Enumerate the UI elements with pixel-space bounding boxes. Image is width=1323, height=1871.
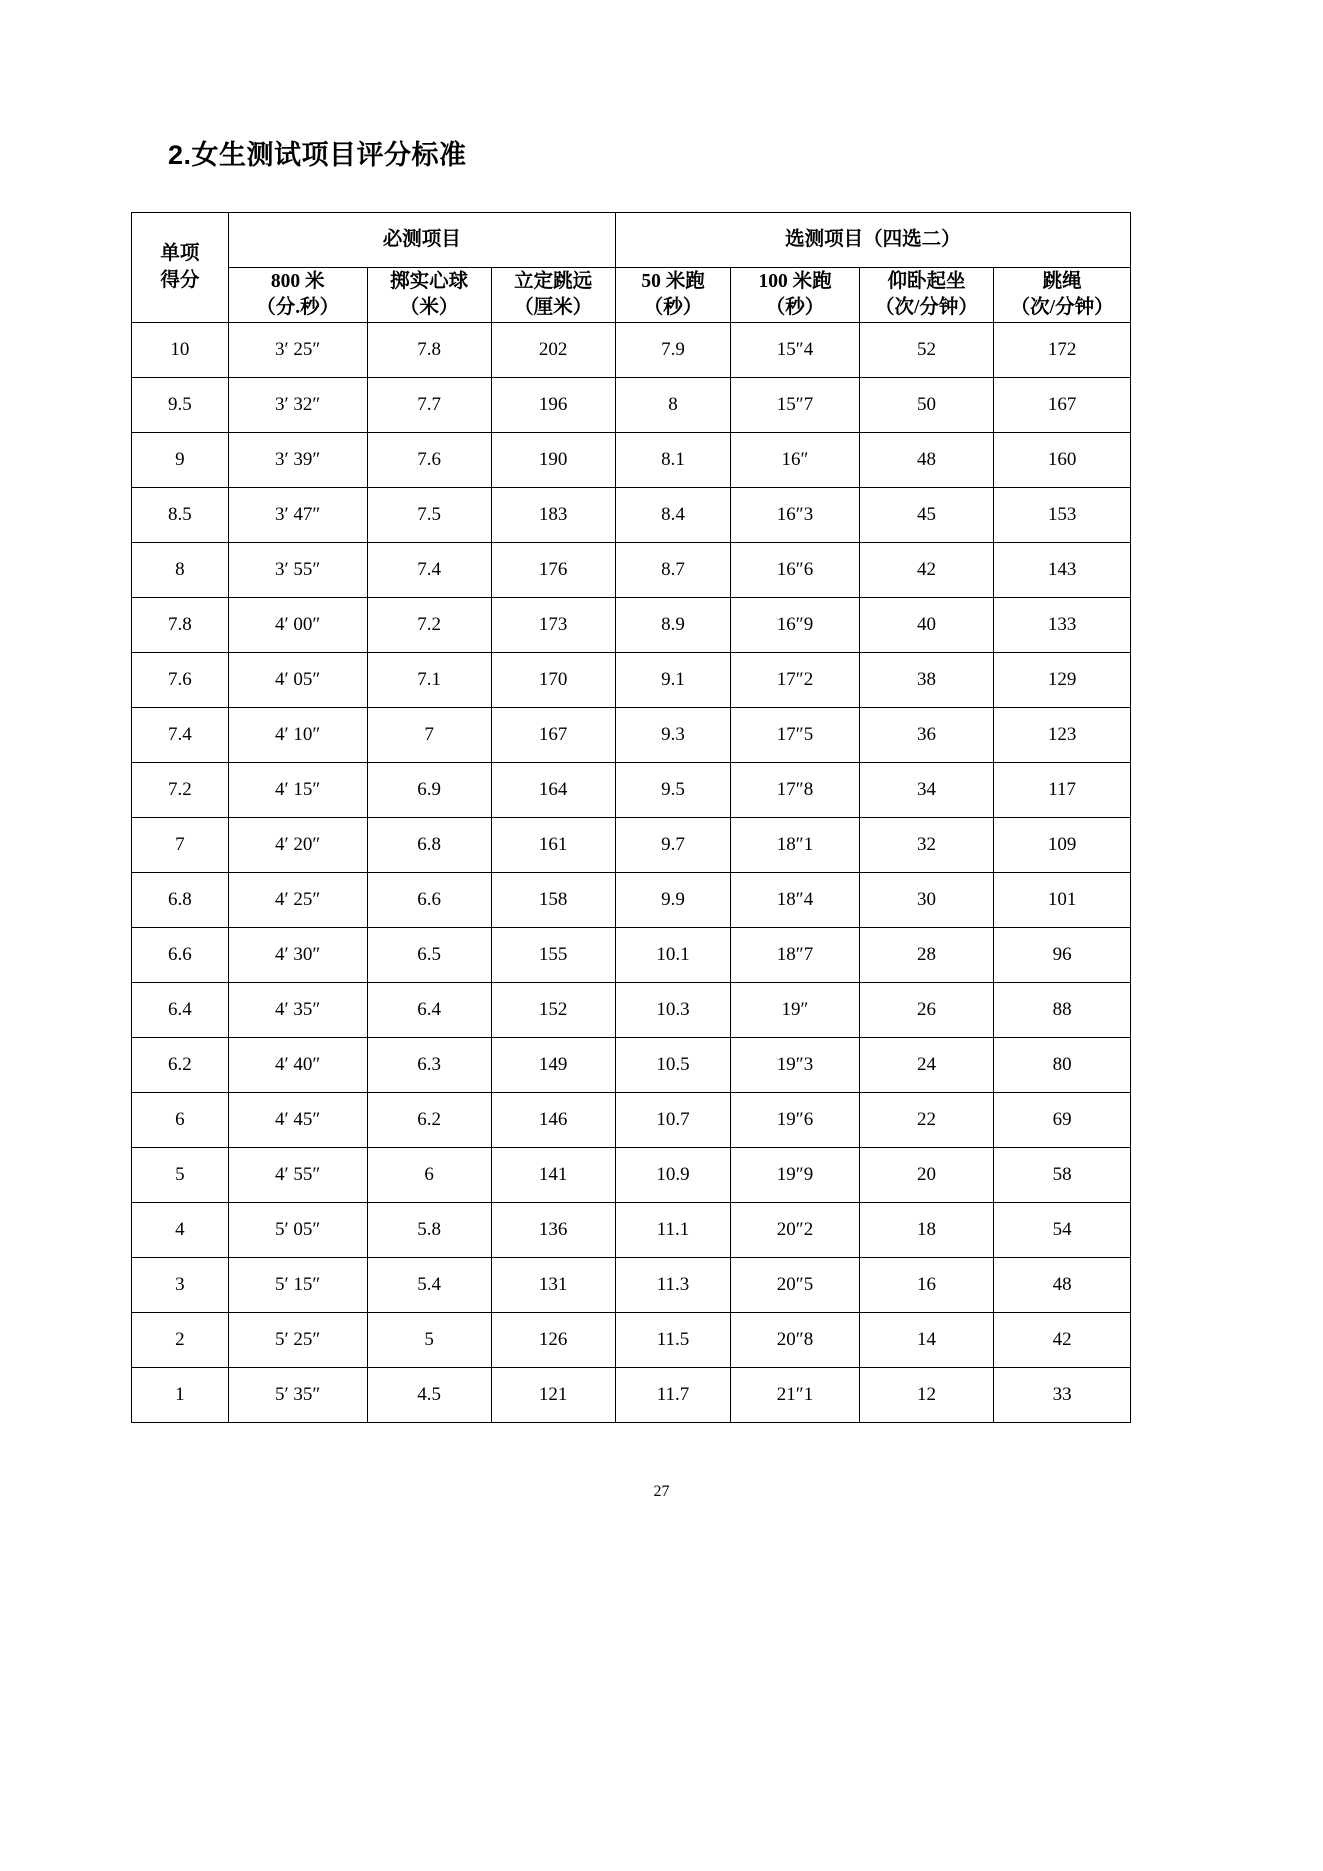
cell-value: 131 (491, 1258, 615, 1313)
cell-value: 20″8 (731, 1313, 859, 1368)
cell-value: 10.7 (615, 1093, 731, 1148)
cell-value: 5.8 (367, 1203, 491, 1258)
cell-value: 4.5 (367, 1368, 491, 1423)
cell-score: 9.5 (132, 378, 229, 433)
header-col-ropeskip-line1: 跳绳 (1042, 270, 1082, 292)
cell-value: 48 (994, 1258, 1131, 1313)
table-header (132, 213, 1131, 323)
cell-value: 4′ 10″ (228, 708, 367, 763)
header-col-ropeskip (994, 268, 1131, 323)
cell-value: 26 (859, 983, 994, 1038)
cell-value: 173 (491, 598, 615, 653)
table-header-group-row (132, 213, 1131, 268)
cell-value: 3′ 55″ (228, 543, 367, 598)
page-number: 27 (653, 1483, 670, 1500)
cell-value: 7 (367, 708, 491, 763)
table-row (132, 543, 1131, 598)
header-col-100m-line2: （秒） (765, 297, 825, 318)
table-row (132, 928, 1131, 983)
header-col-longjump-line1: 立定跳远 (514, 270, 593, 292)
header-col-ropeskip-line2: （次/分钟） (1010, 297, 1114, 318)
cell-value: 7.7 (367, 378, 491, 433)
cell-value: 36 (859, 708, 994, 763)
table-row (132, 433, 1131, 488)
cell-value: 121 (491, 1368, 615, 1423)
cell-value: 80 (994, 1038, 1131, 1093)
header-col-800m (228, 268, 367, 323)
cell-value: 48 (859, 433, 994, 488)
header-col-50m-line2: （秒） (643, 297, 703, 318)
cell-value: 22 (859, 1093, 994, 1148)
cell-value: 129 (994, 653, 1131, 708)
cell-score: 2 (132, 1313, 229, 1368)
cell-value: 8 (615, 378, 731, 433)
cell-value: 42 (859, 543, 994, 598)
cell-value: 8.4 (615, 488, 731, 543)
score-standard-table-container (131, 212, 1131, 1423)
header-col-shotput-line2: （米） (399, 297, 459, 318)
cell-value: 7.8 (367, 323, 491, 378)
cell-score: 7.4 (132, 708, 229, 763)
cell-value: 7.1 (367, 653, 491, 708)
cell-value: 4′ 40″ (228, 1038, 367, 1093)
cell-value: 202 (491, 323, 615, 378)
table-row (132, 873, 1131, 928)
cell-value: 158 (491, 873, 615, 928)
cell-value: 28 (859, 928, 994, 983)
cell-value: 149 (491, 1038, 615, 1093)
cell-score: 6.4 (132, 983, 229, 1038)
cell-value: 170 (491, 653, 615, 708)
cell-score: 6.2 (132, 1038, 229, 1093)
cell-value: 42 (994, 1313, 1131, 1368)
table-header-sub-row (132, 268, 1131, 323)
cell-value: 7.2 (367, 598, 491, 653)
cell-value: 152 (491, 983, 615, 1038)
cell-value: 8.9 (615, 598, 731, 653)
cell-value: 16″6 (731, 543, 859, 598)
header-col-800m-line1: 800 米 (270, 270, 325, 292)
cell-value: 40 (859, 598, 994, 653)
cell-value: 18″1 (731, 818, 859, 873)
cell-value: 6.6 (367, 873, 491, 928)
score-standard-table (131, 212, 1131, 1423)
header-col-shotput (367, 268, 491, 323)
table-row (132, 763, 1131, 818)
cell-score: 7.8 (132, 598, 229, 653)
header-col-100m-line1: 100 米跑 (758, 270, 832, 292)
header-required-group: 必测项目 (228, 213, 615, 268)
table-row (132, 653, 1131, 708)
cell-value: 10.1 (615, 928, 731, 983)
cell-score: 7.2 (132, 763, 229, 818)
header-col-50m (615, 268, 731, 323)
cell-value: 17″8 (731, 763, 859, 818)
cell-value: 12 (859, 1368, 994, 1423)
cell-value: 9.7 (615, 818, 731, 873)
cell-value: 141 (491, 1148, 615, 1203)
cell-score: 10 (132, 323, 229, 378)
cell-value: 16″9 (731, 598, 859, 653)
cell-value: 9.1 (615, 653, 731, 708)
cell-value: 38 (859, 653, 994, 708)
cell-value: 101 (994, 873, 1131, 928)
cell-value: 7.5 (367, 488, 491, 543)
header-score-line1: 单项 (160, 243, 200, 265)
header-score-column (132, 213, 229, 323)
table-row (132, 1038, 1131, 1093)
cell-value: 167 (994, 378, 1131, 433)
header-col-800m-line2: （分.秒） (256, 297, 340, 318)
cell-value: 18″7 (731, 928, 859, 983)
cell-value: 6 (367, 1148, 491, 1203)
cell-value: 160 (994, 433, 1131, 488)
cell-value: 5.4 (367, 1258, 491, 1313)
cell-value: 11.1 (615, 1203, 731, 1258)
cell-value: 50 (859, 378, 994, 433)
cell-value: 3′ 25″ (228, 323, 367, 378)
table-row (132, 818, 1131, 873)
cell-value: 24 (859, 1038, 994, 1093)
cell-value: 54 (994, 1203, 1131, 1258)
cell-value: 8.7 (615, 543, 731, 598)
cell-value: 136 (491, 1203, 615, 1258)
cell-score: 4 (132, 1203, 229, 1258)
cell-value: 4′ 05″ (228, 653, 367, 708)
cell-value: 4′ 30″ (228, 928, 367, 983)
cell-value: 190 (491, 433, 615, 488)
cell-score: 5 (132, 1148, 229, 1203)
cell-score: 7 (132, 818, 229, 873)
cell-value: 18″4 (731, 873, 859, 928)
cell-value: 5′ 35″ (228, 1368, 367, 1423)
table-row (132, 708, 1131, 763)
cell-value: 123 (994, 708, 1131, 763)
cell-value: 16″3 (731, 488, 859, 543)
cell-value: 96 (994, 928, 1131, 983)
cell-value: 5′ 05″ (228, 1203, 367, 1258)
cell-score: 6.8 (132, 873, 229, 928)
cell-value: 5 (367, 1313, 491, 1368)
cell-value: 196 (491, 378, 615, 433)
cell-value: 3′ 47″ (228, 488, 367, 543)
cell-value: 32 (859, 818, 994, 873)
cell-value: 20 (859, 1148, 994, 1203)
cell-value: 126 (491, 1313, 615, 1368)
cell-value: 161 (491, 818, 615, 873)
cell-value: 11.3 (615, 1258, 731, 1313)
cell-value: 33 (994, 1368, 1131, 1423)
cell-value: 19″3 (731, 1038, 859, 1093)
cell-value: 14 (859, 1313, 994, 1368)
table-row (132, 1258, 1131, 1313)
cell-value: 117 (994, 763, 1131, 818)
cell-value: 6.5 (367, 928, 491, 983)
table-row (132, 598, 1131, 653)
cell-value: 17″5 (731, 708, 859, 763)
cell-value: 69 (994, 1093, 1131, 1148)
cell-value: 4′ 45″ (228, 1093, 367, 1148)
table-row (132, 1093, 1131, 1148)
cell-value: 7.9 (615, 323, 731, 378)
cell-value: 11.5 (615, 1313, 731, 1368)
cell-value: 52 (859, 323, 994, 378)
cell-value: 18 (859, 1203, 994, 1258)
page-title: 2.女生测试项目评分标准 (168, 140, 467, 170)
cell-value: 6.3 (367, 1038, 491, 1093)
header-col-situp-line1: 仰卧起坐 (887, 270, 966, 292)
cell-value: 20″2 (731, 1203, 859, 1258)
cell-value: 167 (491, 708, 615, 763)
cell-value: 6.9 (367, 763, 491, 818)
cell-value: 4′ 35″ (228, 983, 367, 1038)
cell-value: 6.8 (367, 818, 491, 873)
cell-value: 153 (994, 488, 1131, 543)
cell-value: 7.6 (367, 433, 491, 488)
cell-value: 5′ 25″ (228, 1313, 367, 1368)
table-row (132, 983, 1131, 1038)
cell-score: 1 (132, 1368, 229, 1423)
table-row (132, 1313, 1131, 1368)
cell-value: 88 (994, 983, 1131, 1038)
table-row (132, 378, 1131, 433)
cell-value: 5′ 15″ (228, 1258, 367, 1313)
cell-value: 9.3 (615, 708, 731, 763)
cell-value: 34 (859, 763, 994, 818)
table-body (132, 323, 1131, 1423)
table-row (132, 488, 1131, 543)
cell-value: 6.4 (367, 983, 491, 1038)
cell-score: 9 (132, 433, 229, 488)
cell-value: 133 (994, 598, 1131, 653)
header-optional-group: 选测项目（四选二） (615, 213, 1130, 268)
cell-value: 143 (994, 543, 1131, 598)
cell-value: 30 (859, 873, 994, 928)
cell-value: 6.2 (367, 1093, 491, 1148)
table-row (132, 1203, 1131, 1258)
header-col-situp (859, 268, 994, 323)
header-col-longjump (491, 268, 615, 323)
cell-value: 15″7 (731, 378, 859, 433)
header-score-line2: 得分 (160, 269, 200, 291)
cell-value: 45 (859, 488, 994, 543)
cell-value: 4′ 55″ (228, 1148, 367, 1203)
cell-value: 146 (491, 1093, 615, 1148)
header-col-50m-line1: 50 米跑 (641, 270, 705, 292)
cell-value: 11.7 (615, 1368, 731, 1423)
cell-value: 164 (491, 763, 615, 818)
cell-value: 9.5 (615, 763, 731, 818)
cell-score: 8.5 (132, 488, 229, 543)
cell-value: 3′ 32″ (228, 378, 367, 433)
header-col-100m (731, 268, 859, 323)
cell-score: 3 (132, 1258, 229, 1313)
table-row (132, 323, 1131, 378)
cell-value: 4′ 25″ (228, 873, 367, 928)
cell-value: 20″5 (731, 1258, 859, 1313)
cell-value: 4′ 00″ (228, 598, 367, 653)
cell-value: 176 (491, 543, 615, 598)
cell-score: 7.6 (132, 653, 229, 708)
header-col-shotput-line1: 掷实心球 (390, 270, 469, 292)
cell-value: 7.4 (367, 543, 491, 598)
cell-value: 10.9 (615, 1148, 731, 1203)
cell-value: 19″6 (731, 1093, 859, 1148)
cell-value: 8.1 (615, 433, 731, 488)
cell-value: 19″ (731, 983, 859, 1038)
cell-value: 16″ (731, 433, 859, 488)
cell-value: 4′ 15″ (228, 763, 367, 818)
cell-value: 21″1 (731, 1368, 859, 1423)
cell-value: 183 (491, 488, 615, 543)
cell-value: 15″4 (731, 323, 859, 378)
cell-value: 3′ 39″ (228, 433, 367, 488)
cell-value: 17″2 (731, 653, 859, 708)
header-col-situp-line2: （次/分钟） (874, 297, 978, 318)
cell-value: 58 (994, 1148, 1131, 1203)
cell-value: 19″9 (731, 1148, 859, 1203)
cell-value: 155 (491, 928, 615, 983)
table-row (132, 1368, 1131, 1423)
cell-value: 172 (994, 323, 1131, 378)
cell-value: 16 (859, 1258, 994, 1313)
cell-value: 9.9 (615, 873, 731, 928)
header-col-longjump-line2: （厘米） (514, 297, 593, 318)
cell-value: 109 (994, 818, 1131, 873)
table-row (132, 1148, 1131, 1203)
cell-value: 10.3 (615, 983, 731, 1038)
cell-value: 10.5 (615, 1038, 731, 1093)
cell-score: 8 (132, 543, 229, 598)
cell-value: 4′ 20″ (228, 818, 367, 873)
cell-score: 6 (132, 1093, 229, 1148)
cell-score: 6.6 (132, 928, 229, 983)
